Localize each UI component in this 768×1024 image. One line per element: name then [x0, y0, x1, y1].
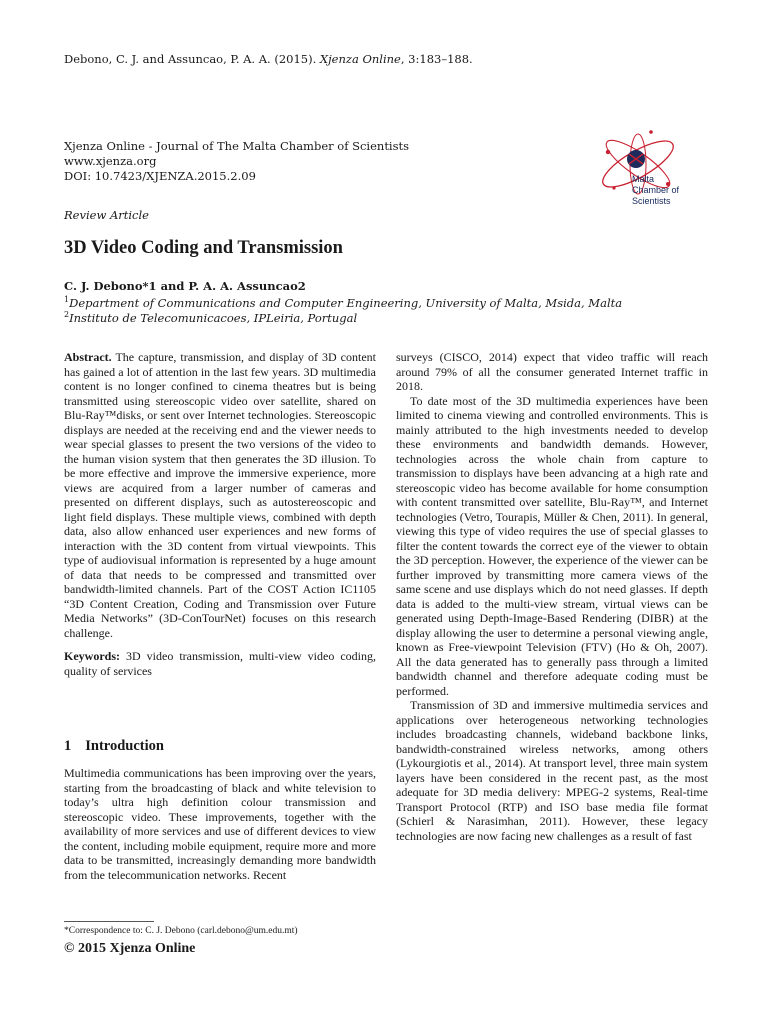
journal-info — [64, 139, 409, 184]
footnote-divider — [64, 921, 154, 922]
right-paragraph-1: surveys (CISCO, 2014) expect that video traffic will reach around 79% of all the consumer generated Internet traffic in 2018. — [396, 350, 708, 393]
intro-paragraph: Multimedia communications has been improving over the years, starting from the broadcasting of black and white television to today’s ultra high definition colour transmission and stereoscopic video. These improvements, together with the availability of more services and use of different devices to view the content, including mobile equipment, require more and more data to be transmitted, increasingly demanding more bandwidth from the telecommunication networks. Recent — [64, 766, 376, 882]
correspondence-footnote: *Correspondence to: C. J. Debono (carl.debono@um.edu.mt) — [64, 926, 298, 936]
keywords-text: 3D video transmission, multi-view video coding, quality of services — [64, 649, 377, 678]
journal-name: Xjenza Online - Journal of The Malta Chamber of Scientists — [64, 139, 410, 153]
logo-text-line2: Chamber of — [632, 185, 680, 195]
article-type: Review Article — [64, 208, 149, 222]
logo-text-line3: Scientists — [632, 196, 671, 206]
journal-url: www.xjenza.org — [64, 154, 157, 168]
right-paragraph-2: To date most of the 3D multimedia experiences have been limited to cinema viewing and controlled environments. This is mainly attributed to the high investments needed to develop these environments and bandwidth demands. However, technologies across the whole chain from capture to transmission to displays have been advancing at a high rate and stereoscopic video has become available for home consumption with content transmitted over satellite, Blu-Ray™, and Internet technologies (Vetro, Tourapis, Müller & Chen, 2011). In general, viewing this type of video requires the use of special glasses to filter the content towards the correct eye of the viewer to obtain the 3D perception. However, the experience of the viewer can be further improved by transmitting more camera views of the same scene and use displays which do not need glasses. If depth data is added to the multi-view stream, virtual views can be generated using Depth-Image-Based Rendering (DIBR) at the display allowing the user to determine a personal viewing angle, known as Free-viewpoint Television (FTV) (Ho & Oh, 2007). All the data generated has to generally pass through a limited bandwidth channel and therefore adequate coding must be performed. — [396, 393, 708, 698]
right-paragraph-3: Transmission of 3D and immersive multimedia services and applications over heterogeneous networking technologies includes broadcasting channels, wideband backbone links, bandwidth-constrained wireless networks, among others (Lykourgiotis et al., 2014). At transport level, three main system layers have been considered in the recent past, as the most adequate for 3D media delivery: MPEG-2 systems, Real-time Transport Protocol (RTP) and ISO base media file format (Schierl & Narasimhan, 2011). However, these legacy technologies are now facing new challenges as a result of fast — [396, 698, 708, 843]
journal-doi: DOI: 10.7423/XJENZA.2015.2.09 — [64, 169, 256, 183]
affiliation-1 — [64, 295, 622, 310]
logo-text — [632, 174, 679, 207]
section-heading — [64, 738, 178, 755]
citation-pages: , 3:183–188. — [400, 52, 473, 66]
affiliation-2-text: Instituto de Telecomunicacoes, IPLeiria, Portugal — [69, 310, 358, 325]
keywords — [64, 649, 376, 678]
affiliation-2-number: 2 — [64, 310, 70, 319]
copyright-notice: © 2015 Xjenza Online — [64, 941, 196, 956]
citation-journal: Xjenza Online — [319, 52, 401, 66]
citation-line — [64, 52, 473, 66]
right-column — [396, 350, 708, 843]
section-number: 1 — [64, 738, 72, 754]
intro-left-column — [64, 766, 376, 882]
keywords-label: Keywords: — [64, 649, 120, 663]
affiliation-2 — [64, 310, 357, 325]
left-column — [64, 350, 376, 678]
abstract-text: The capture, transmission, and display of 3D content has gained a lot of attention in the last few years. 3D multimedia content is no longer confined to cinema theatres but is being transmitted using stereoscopic video over satellite, shared on Blu-Ray™disks, or sent over Internet technologies. Stereoscopic displays are needed at the receiving end and the viewer needs to wear special glasses to present the two versions of the video to the human vision system that then generates the 3D illusion. To be more effective and improve the immersive experience, more views are acquired from a larger number of cameras and presented on different displays, such as autostereoscopic and light field displays. These multiple views, combined with depth data, also allow enhanced user experiences and new forms of interaction with the 3D content from virtual viewpoints. This type of audiovisual information is represented by a huge amount of data that needs to be compressed and transmitted over bandwidth-limited channels. Part of the COST Action IC1105 “3D Content Creation, Coding and Transmission over Future Media Networks” (3D-ConTourNet) focuses on this research challenge. — [64, 350, 376, 640]
citation-authors: Debono, C. J. and Assuncao, P. A. A. (2015). — [64, 52, 317, 66]
author-list: C. J. Debono*1 and P. A. A. Assuncao2 — [64, 279, 306, 293]
abstract — [64, 350, 376, 640]
paper-title: 3D Video Coding and Transmission — [64, 238, 343, 258]
affiliation-1-text: Department of Communications and Computer Engineering, University of Malta, Msida, Malta — [69, 295, 623, 310]
abstract-label: Abstract. — [64, 350, 112, 364]
logo-text-line1: Malta — [632, 174, 655, 184]
section-title: Introduction — [85, 738, 164, 754]
affiliation-1-number: 1 — [64, 295, 70, 304]
